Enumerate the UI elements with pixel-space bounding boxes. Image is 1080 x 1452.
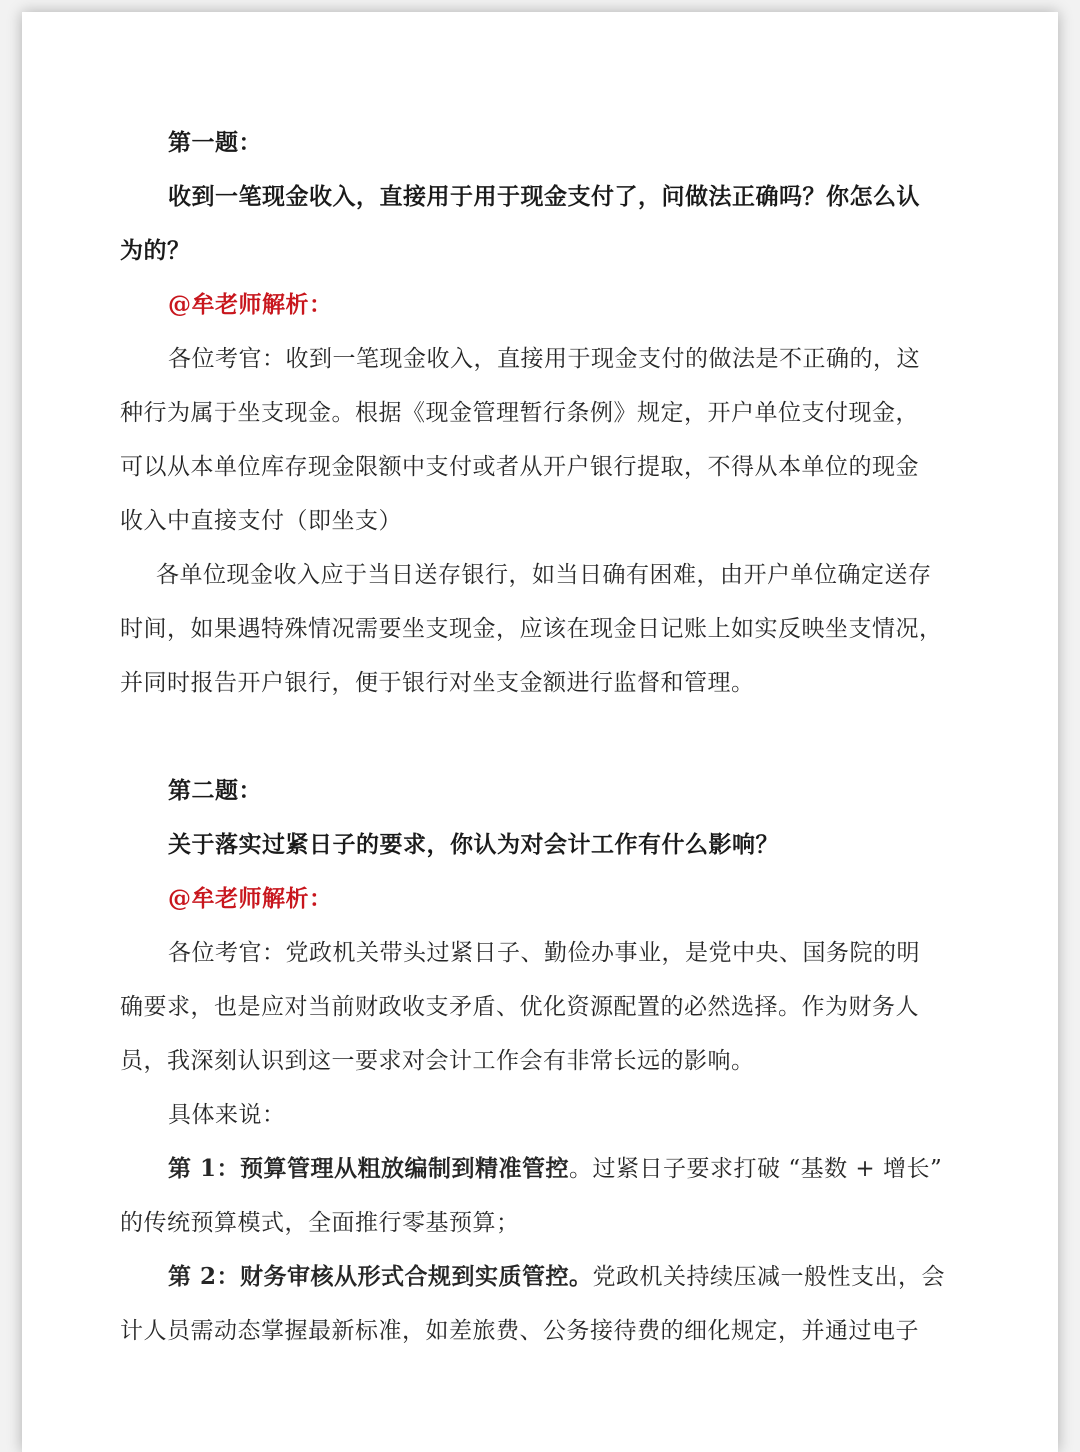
q2-point-2-title: 第 2：财务审核从形式合规到实质管控。 [168,1263,593,1290]
q2-point-1-title: 第 1：预算管理从粗放编制到精准管控 [168,1155,570,1182]
q1-question-line-2: 为的？ [120,237,191,264]
q2-point-1 [120,1142,962,1196]
q1-answer-line-4: 收入中直接支付（即坐支） [120,508,402,534]
q2-analysis-label: @牟老师解析： [168,885,333,912]
q1-answer-line-1: 各位考官：收到一笔现金收入，直接用于现金支付的做法是不正确的，这 [168,346,920,372]
q2-point-2-continued: 计人员需动态掌握最新标准，如差旅费、公务接待费的细化规定，并通过电子 [120,1318,919,1344]
q1-answer-line-3: 可以从本单位库存现金限额中支付或者从开户银行提取，不得从本单位的现金 [120,454,919,480]
q1-analysis-label: @牟老师解析： [168,291,333,318]
q2-answer-line-2: 确要求，也是应对当前财政收支矛盾、优化资源配置的必然选择。作为财务人 [120,994,919,1020]
q2-question: 关于落实过紧日子的要求，你认为对会计工作有什么影响？ [168,831,779,858]
q2-point-1-text: 。过紧日子要求打破 “基数 + 增长” [569,1156,943,1182]
q2-point-2-text: 党政机关持续压减一般性支出，会 [592,1264,946,1290]
q1-answer-line-6: 时间，如果遇特殊情况需要坐支现金，应该在现金日记账上如实反映坐支情况， [120,616,943,642]
q2-answer-line-3: 员，我深刻认识到这一要求对会计工作会有非常长远的影响。 [120,1048,755,1074]
document-page [22,12,1058,1452]
q1-answer-line-2: 种行为属于坐支现金。根据《现金管理暂行条例》规定，开户单位支付现金， [120,400,919,426]
q2-point-1-continued: 的传统预算模式，全面推行零基预算； [120,1210,520,1236]
q2-specifically: 具体来说： [168,1102,286,1128]
q1-answer-line-7: 并同时报告开户银行，便于银行对坐支金额进行监督和管理。 [120,670,755,696]
q1-question-line-1: 收到一笔现金收入，直接用于用于现金支付了，问做法正确吗？你怎么认 [168,183,920,210]
document-content [120,116,962,1358]
section-spacer [120,710,962,764]
q1-answer-line-5: 各单位现金收入应于当日送存银行，如当日确有困难，由开户单位确定送存 [156,562,932,588]
q2-heading: 第二题： [168,777,262,804]
q2-answer-line-1: 各位考官：党政机关带头过紧日子、勤俭办事业，是党中央、国务院的明 [168,940,920,966]
q2-point-2 [120,1250,962,1304]
q1-heading: 第一题： [168,129,262,156]
